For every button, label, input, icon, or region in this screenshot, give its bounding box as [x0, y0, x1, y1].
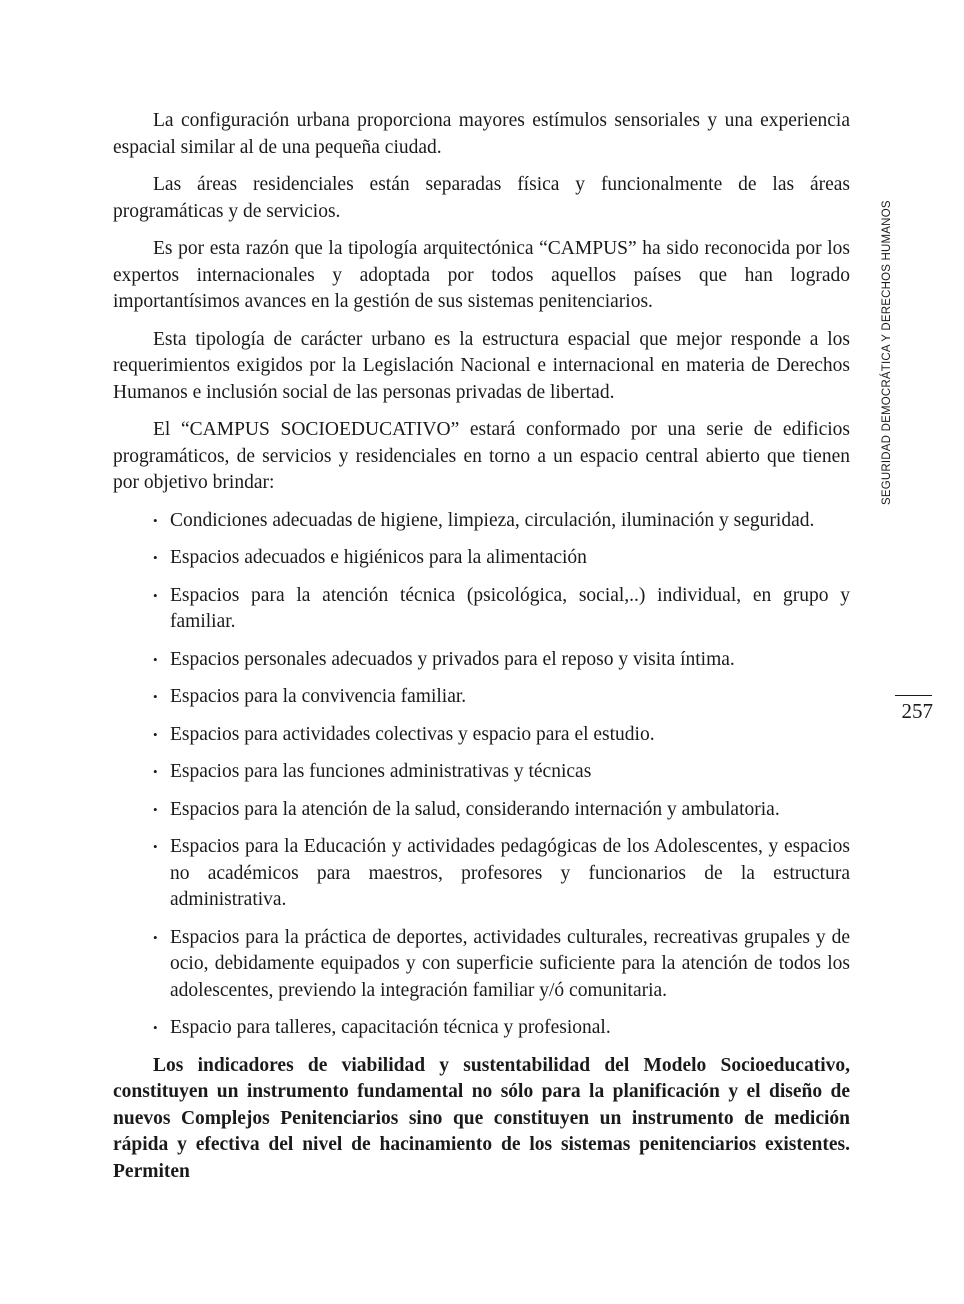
list-item-text: Espacios para la atención de la salud, considerando internación y ambulatoria.: [170, 798, 780, 820]
page-number: 257: [901, 699, 933, 723]
bullet-icon: •: [153, 726, 158, 742]
list-item-text: Espacios adecuados e higiénicos para la alimentación: [170, 547, 587, 568]
running-header-vertical: SEGURIDAD DEMOCRÁTICA Y DERECHOS HUMANOS: [881, 200, 893, 505]
list-item: [113, 834, 850, 914]
list-item: [113, 1015, 850, 1042]
list-item: [113, 722, 850, 749]
list-item: [113, 925, 850, 1005]
bullet-icon: •: [153, 512, 158, 528]
list-item: [113, 583, 850, 636]
bullet-icon: •: [153, 801, 158, 817]
paragraph-residential-areas: Las áreas residenciales están separadas física y funcionalmente de las áreas programáticas y de servicios.: [113, 174, 850, 222]
list-item: [113, 684, 850, 711]
paragraph-indicators: Los indicadores de viabilidad y sustentabilidad del Modelo Socioeducativo, constituyen un instrumento fundamental no sólo para la planificación y el diseño de nuevos Complejos Penitenciarios sino que constituyen un instrumento de medición rápida y efectiva del nivel de hacinamiento de los sistemas penitenciarios existentes. Permiten: [113, 1054, 850, 1182]
list-item: [113, 508, 850, 535]
list-item: [113, 797, 850, 824]
bullet-icon: •: [153, 689, 158, 704]
bullet-icon: •: [153, 764, 158, 779]
list-item-text: Espacio para talleres, capacitación técnica y profesional.: [170, 1017, 611, 1038]
list-item-text: Espacios para la convivencia familiar.: [170, 686, 467, 707]
bullet-icon: •: [153, 651, 158, 667]
list-item-text: Espacios para la atención técnica (psicológica, social,..) individual, en grupo y familiar.: [170, 584, 850, 632]
page-body: [113, 108, 850, 1196]
bullet-icon: •: [153, 550, 158, 565]
objectives-list: [113, 508, 850, 1042]
bullet-icon: •: [153, 929, 158, 945]
list-item: [113, 759, 850, 786]
paragraph-campus-socioeducativo: El “CAMPUS SOCIOEDUCATIVO” estará conformado por una serie de edificios programáticos, de servicios y residenciales en torno a un espacio central abierto que tienen por objetivo brindar:: [113, 419, 850, 493]
paragraph-urban-typology: Esta tipología de carácter urbano es la estructura espacial que mejor responde a los requerimientos exigidos por la Legislación Nacional e internacional en materia de Derechos Humanos e inclusión social de las personas privadas de libertad.: [113, 328, 850, 403]
list-item: [113, 647, 850, 674]
list-item-text: Espacios para la práctica de deportes, actividades culturales, recreativas grupales y de ocio, debidamente equipados y con superficie suficiente para la atención de todos los adolescentes, previendo la integración familiar y/ó comunitaria.: [170, 926, 850, 1001]
list-item-text: Espacios para actividades colectivas y espacio para el estudio.: [170, 723, 655, 745]
page-number-rule: [895, 695, 932, 696]
list-item-text: Espacios para la Educación y actividades pedagógicas de los Adolescentes, y espacios no académicos para maestros, profesores y funcionarios de la estructura administrativa.: [170, 836, 850, 910]
bullet-icon: •: [153, 587, 158, 603]
list-item-text: Espacios para las funciones administrativas y técnicas: [170, 761, 592, 782]
paragraph-campus-typology: Es por esta razón que la tipología arquitectónica “CAMPUS” ha sido reconocida por los expertos internacionales y adoptada por todos aquellos países que han logrado importantísimos avances en la gestión de sus sistemas penitenciarios.: [113, 238, 850, 312]
list-item-text: Condiciones adecuadas de higiene, limpieza, circulación, iluminación y seguridad.: [170, 509, 815, 531]
list-item-text: Espacios personales adecuados y privados para el reposo y visita íntima.: [170, 648, 735, 670]
bullet-icon: •: [153, 839, 158, 854]
paragraph-urban-configuration: La configuración urbana proporciona mayores estímulos sensoriales y una experiencia espacial similar al de una pequeña ciudad.: [113, 110, 850, 158]
list-item: [113, 545, 850, 572]
bullet-icon: •: [153, 1020, 158, 1035]
